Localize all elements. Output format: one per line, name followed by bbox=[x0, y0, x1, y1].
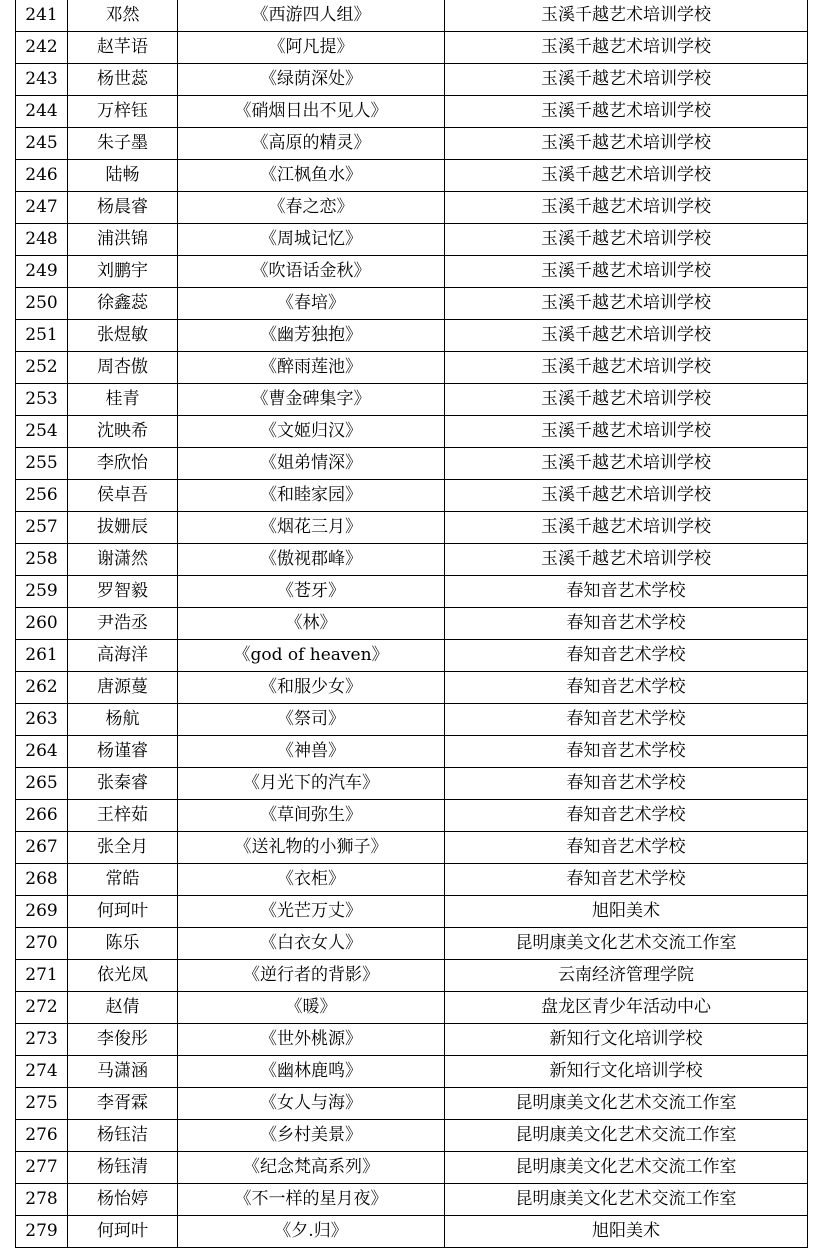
work-title: 《绿荫深处》 bbox=[178, 64, 445, 96]
row-number: 248 bbox=[16, 224, 68, 256]
work-title: 《春之恋》 bbox=[178, 192, 445, 224]
entrant-name: 杨钰清 bbox=[68, 1152, 178, 1184]
entrant-name: 拔姗辰 bbox=[68, 512, 178, 544]
table-row bbox=[16, 704, 808, 736]
work-title: 《送礼物的小狮子》 bbox=[178, 832, 445, 864]
school-name: 春知音艺术学校 bbox=[445, 608, 808, 640]
work-title: 《暖》 bbox=[178, 992, 445, 1024]
table-row bbox=[16, 1216, 808, 1248]
row-number: 251 bbox=[16, 320, 68, 352]
work-title: 《世外桃源》 bbox=[178, 1024, 445, 1056]
school-name: 春知音艺术学校 bbox=[445, 640, 808, 672]
entrant-name: 桂青 bbox=[68, 384, 178, 416]
row-number: 243 bbox=[16, 64, 68, 96]
row-number: 272 bbox=[16, 992, 68, 1024]
work-title: 《乡村美景》 bbox=[178, 1120, 445, 1152]
table-row bbox=[16, 1024, 808, 1056]
table-row bbox=[16, 928, 808, 960]
school-name: 春知音艺术学校 bbox=[445, 800, 808, 832]
table-row bbox=[16, 960, 808, 992]
work-title: 《纪念梵高系列》 bbox=[178, 1152, 445, 1184]
table-row bbox=[16, 384, 808, 416]
work-title: 《烟花三月》 bbox=[178, 512, 445, 544]
work-title: 《林》 bbox=[178, 608, 445, 640]
work-title: 《春培》 bbox=[178, 288, 445, 320]
entrant-name: 杨航 bbox=[68, 704, 178, 736]
entrant-name: 张煜敏 bbox=[68, 320, 178, 352]
row-number: 266 bbox=[16, 800, 68, 832]
row-number: 273 bbox=[16, 1024, 68, 1056]
entrant-name: 朱子墨 bbox=[68, 128, 178, 160]
entrant-name: 李俊彤 bbox=[68, 1024, 178, 1056]
school-name: 玉溪千越艺术培训学校 bbox=[445, 160, 808, 192]
row-number: 242 bbox=[16, 32, 68, 64]
work-title: 《吹语话金秋》 bbox=[178, 256, 445, 288]
school-name: 春知音艺术学校 bbox=[445, 832, 808, 864]
table-row bbox=[16, 64, 808, 96]
work-title: 《姐弟情深》 bbox=[178, 448, 445, 480]
row-number: 257 bbox=[16, 512, 68, 544]
entrant-name: 杨怡婷 bbox=[68, 1184, 178, 1216]
row-number: 275 bbox=[16, 1088, 68, 1120]
row-number: 269 bbox=[16, 896, 68, 928]
work-title: 《和睦家园》 bbox=[178, 480, 445, 512]
school-name: 玉溪千越艺术培训学校 bbox=[445, 0, 808, 32]
table-row bbox=[16, 128, 808, 160]
row-number: 241 bbox=[16, 0, 68, 32]
table-body bbox=[16, 0, 808, 1248]
table-row bbox=[16, 864, 808, 896]
table-row bbox=[16, 896, 808, 928]
school-name: 玉溪千越艺术培训学校 bbox=[445, 448, 808, 480]
entrant-name: 马潇涵 bbox=[68, 1056, 178, 1088]
school-name: 昆明康美文化艺术交流工作室 bbox=[445, 1120, 808, 1152]
entrant-name: 侯卓吾 bbox=[68, 480, 178, 512]
table-row bbox=[16, 832, 808, 864]
row-number: 245 bbox=[16, 128, 68, 160]
table-row bbox=[16, 576, 808, 608]
entrant-name: 赵芊语 bbox=[68, 32, 178, 64]
school-name: 玉溪千越艺术培训学校 bbox=[445, 416, 808, 448]
table-row bbox=[16, 352, 808, 384]
school-name: 旭阳美术 bbox=[445, 1216, 808, 1248]
table-row bbox=[16, 544, 808, 576]
row-number: 252 bbox=[16, 352, 68, 384]
row-number: 253 bbox=[16, 384, 68, 416]
table-row bbox=[16, 512, 808, 544]
entrant-name: 尹浩丞 bbox=[68, 608, 178, 640]
entrant-name: 杨世蕊 bbox=[68, 64, 178, 96]
table-row bbox=[16, 1056, 808, 1088]
row-number: 247 bbox=[16, 192, 68, 224]
entrant-name: 罗智毅 bbox=[68, 576, 178, 608]
school-name: 玉溪千越艺术培训学校 bbox=[445, 96, 808, 128]
entrant-name: 杨谨睿 bbox=[68, 736, 178, 768]
work-title: 《醉雨莲池》 bbox=[178, 352, 445, 384]
school-name: 玉溪千越艺术培训学校 bbox=[445, 192, 808, 224]
work-title: 《衣柜》 bbox=[178, 864, 445, 896]
school-name: 昆明康美文化艺术交流工作室 bbox=[445, 1184, 808, 1216]
entrant-name: 徐鑫蕊 bbox=[68, 288, 178, 320]
entrant-name: 张全月 bbox=[68, 832, 178, 864]
entrant-name: 沈映希 bbox=[68, 416, 178, 448]
school-name: 玉溪千越艺术培训学校 bbox=[445, 256, 808, 288]
work-title: 《光芒万丈》 bbox=[178, 896, 445, 928]
school-name: 春知音艺术学校 bbox=[445, 704, 808, 736]
work-title: 《硝烟日出不见人》 bbox=[178, 96, 445, 128]
school-name: 春知音艺术学校 bbox=[445, 864, 808, 896]
school-name: 旭阳美术 bbox=[445, 896, 808, 928]
row-number: 264 bbox=[16, 736, 68, 768]
table-row bbox=[16, 1120, 808, 1152]
school-name: 玉溪千越艺术培训学校 bbox=[445, 544, 808, 576]
table-row bbox=[16, 768, 808, 800]
table-row bbox=[16, 992, 808, 1024]
school-name: 昆明康美文化艺术交流工作室 bbox=[445, 1088, 808, 1120]
entrant-name: 何珂叶 bbox=[68, 896, 178, 928]
work-title: 《白衣女人》 bbox=[178, 928, 445, 960]
row-number: 263 bbox=[16, 704, 68, 736]
row-number: 246 bbox=[16, 160, 68, 192]
row-number: 265 bbox=[16, 768, 68, 800]
row-number: 256 bbox=[16, 480, 68, 512]
work-title: 《神兽》 bbox=[178, 736, 445, 768]
work-title: 《江枫鱼水》 bbox=[178, 160, 445, 192]
entrant-name: 邓然 bbox=[68, 0, 178, 32]
entrant-name: 陆畅 bbox=[68, 160, 178, 192]
table-row bbox=[16, 1184, 808, 1216]
results-table bbox=[15, 0, 808, 1248]
school-name: 玉溪千越艺术培训学校 bbox=[445, 352, 808, 384]
row-number: 259 bbox=[16, 576, 68, 608]
work-title: 《傲视郡峰》 bbox=[178, 544, 445, 576]
work-title: 《苍牙》 bbox=[178, 576, 445, 608]
row-number: 254 bbox=[16, 416, 68, 448]
row-number: 258 bbox=[16, 544, 68, 576]
table-row bbox=[16, 448, 808, 480]
table-row bbox=[16, 640, 808, 672]
row-number: 250 bbox=[16, 288, 68, 320]
work-title: 《西游四人组》 bbox=[178, 0, 445, 32]
school-name: 云南经济管理学院 bbox=[445, 960, 808, 992]
school-name: 昆明康美文化艺术交流工作室 bbox=[445, 928, 808, 960]
entrant-name: 杨钰洁 bbox=[68, 1120, 178, 1152]
table-row bbox=[16, 480, 808, 512]
table-row bbox=[16, 1088, 808, 1120]
table-row bbox=[16, 736, 808, 768]
school-name: 玉溪千越艺术培训学校 bbox=[445, 32, 808, 64]
table-row bbox=[16, 160, 808, 192]
row-number: 270 bbox=[16, 928, 68, 960]
entrant-name: 万梓钰 bbox=[68, 96, 178, 128]
row-number: 249 bbox=[16, 256, 68, 288]
entrant-name: 张秦睿 bbox=[68, 768, 178, 800]
work-title: 《不一样的星月夜》 bbox=[178, 1184, 445, 1216]
school-name: 玉溪千越艺术培训学校 bbox=[445, 512, 808, 544]
school-name: 玉溪千越艺术培训学校 bbox=[445, 224, 808, 256]
table-row bbox=[16, 672, 808, 704]
table-row bbox=[16, 416, 808, 448]
work-title: 《草间弥生》 bbox=[178, 800, 445, 832]
school-name: 春知音艺术学校 bbox=[445, 672, 808, 704]
row-number: 274 bbox=[16, 1056, 68, 1088]
entrant-name: 谢潇然 bbox=[68, 544, 178, 576]
work-title: 《幽芳独抱》 bbox=[178, 320, 445, 352]
row-number: 279 bbox=[16, 1216, 68, 1248]
work-title: 《文姬归汉》 bbox=[178, 416, 445, 448]
school-name: 玉溪千越艺术培训学校 bbox=[445, 64, 808, 96]
row-number: 268 bbox=[16, 864, 68, 896]
school-name: 新知行文化培训学校 bbox=[445, 1024, 808, 1056]
table-row bbox=[16, 0, 808, 32]
school-name: 盘龙区青少年活动中心 bbox=[445, 992, 808, 1024]
entrant-name: 浦洪锦 bbox=[68, 224, 178, 256]
row-number: 278 bbox=[16, 1184, 68, 1216]
school-name: 春知音艺术学校 bbox=[445, 736, 808, 768]
work-title: 《高原的精灵》 bbox=[178, 128, 445, 160]
school-name: 玉溪千越艺术培训学校 bbox=[445, 128, 808, 160]
entrant-name: 杨晨睿 bbox=[68, 192, 178, 224]
row-number: 260 bbox=[16, 608, 68, 640]
school-name: 玉溪千越艺术培训学校 bbox=[445, 288, 808, 320]
work-title: 《周城记忆》 bbox=[178, 224, 445, 256]
table-row bbox=[16, 256, 808, 288]
school-name: 春知音艺术学校 bbox=[445, 768, 808, 800]
work-title: 《曹金碑集字》 bbox=[178, 384, 445, 416]
school-name: 昆明康美文化艺术交流工作室 bbox=[445, 1152, 808, 1184]
work-title: 《祭司》 bbox=[178, 704, 445, 736]
table-row bbox=[16, 32, 808, 64]
row-number: 276 bbox=[16, 1120, 68, 1152]
work-title: 《god of heaven》 bbox=[178, 640, 445, 672]
table-row bbox=[16, 224, 808, 256]
table-row bbox=[16, 192, 808, 224]
row-number: 277 bbox=[16, 1152, 68, 1184]
entrant-name: 刘鹏宇 bbox=[68, 256, 178, 288]
school-name: 新知行文化培训学校 bbox=[445, 1056, 808, 1088]
entrant-name: 常皓 bbox=[68, 864, 178, 896]
work-title: 《阿凡提》 bbox=[178, 32, 445, 64]
table-row bbox=[16, 288, 808, 320]
entrant-name: 王梓茹 bbox=[68, 800, 178, 832]
school-name: 玉溪千越艺术培训学校 bbox=[445, 320, 808, 352]
table-row bbox=[16, 800, 808, 832]
work-title: 《幽林鹿鸣》 bbox=[178, 1056, 445, 1088]
work-title: 《月光下的汽车》 bbox=[178, 768, 445, 800]
entrant-name: 高海洋 bbox=[68, 640, 178, 672]
entrant-name: 陈乐 bbox=[68, 928, 178, 960]
row-number: 261 bbox=[16, 640, 68, 672]
work-title: 《女人与海》 bbox=[178, 1088, 445, 1120]
school-name: 春知音艺术学校 bbox=[445, 576, 808, 608]
row-number: 267 bbox=[16, 832, 68, 864]
entrant-name: 周杏傲 bbox=[68, 352, 178, 384]
work-title: 《和服少女》 bbox=[178, 672, 445, 704]
row-number: 271 bbox=[16, 960, 68, 992]
entrant-name: 唐源蔓 bbox=[68, 672, 178, 704]
table-row bbox=[16, 608, 808, 640]
entrant-name: 依光凤 bbox=[68, 960, 178, 992]
table-row bbox=[16, 96, 808, 128]
row-number: 262 bbox=[16, 672, 68, 704]
entrant-name: 赵倩 bbox=[68, 992, 178, 1024]
school-name: 玉溪千越艺术培训学校 bbox=[445, 384, 808, 416]
entrant-name: 何珂叶 bbox=[68, 1216, 178, 1248]
table-row bbox=[16, 1152, 808, 1184]
school-name: 玉溪千越艺术培训学校 bbox=[445, 480, 808, 512]
row-number: 255 bbox=[16, 448, 68, 480]
entrant-name: 李胥霖 bbox=[68, 1088, 178, 1120]
work-title: 《夕.归》 bbox=[178, 1216, 445, 1248]
table-row bbox=[16, 320, 808, 352]
work-title: 《逆行者的背影》 bbox=[178, 960, 445, 992]
row-number: 244 bbox=[16, 96, 68, 128]
entrant-name: 李欣怡 bbox=[68, 448, 178, 480]
